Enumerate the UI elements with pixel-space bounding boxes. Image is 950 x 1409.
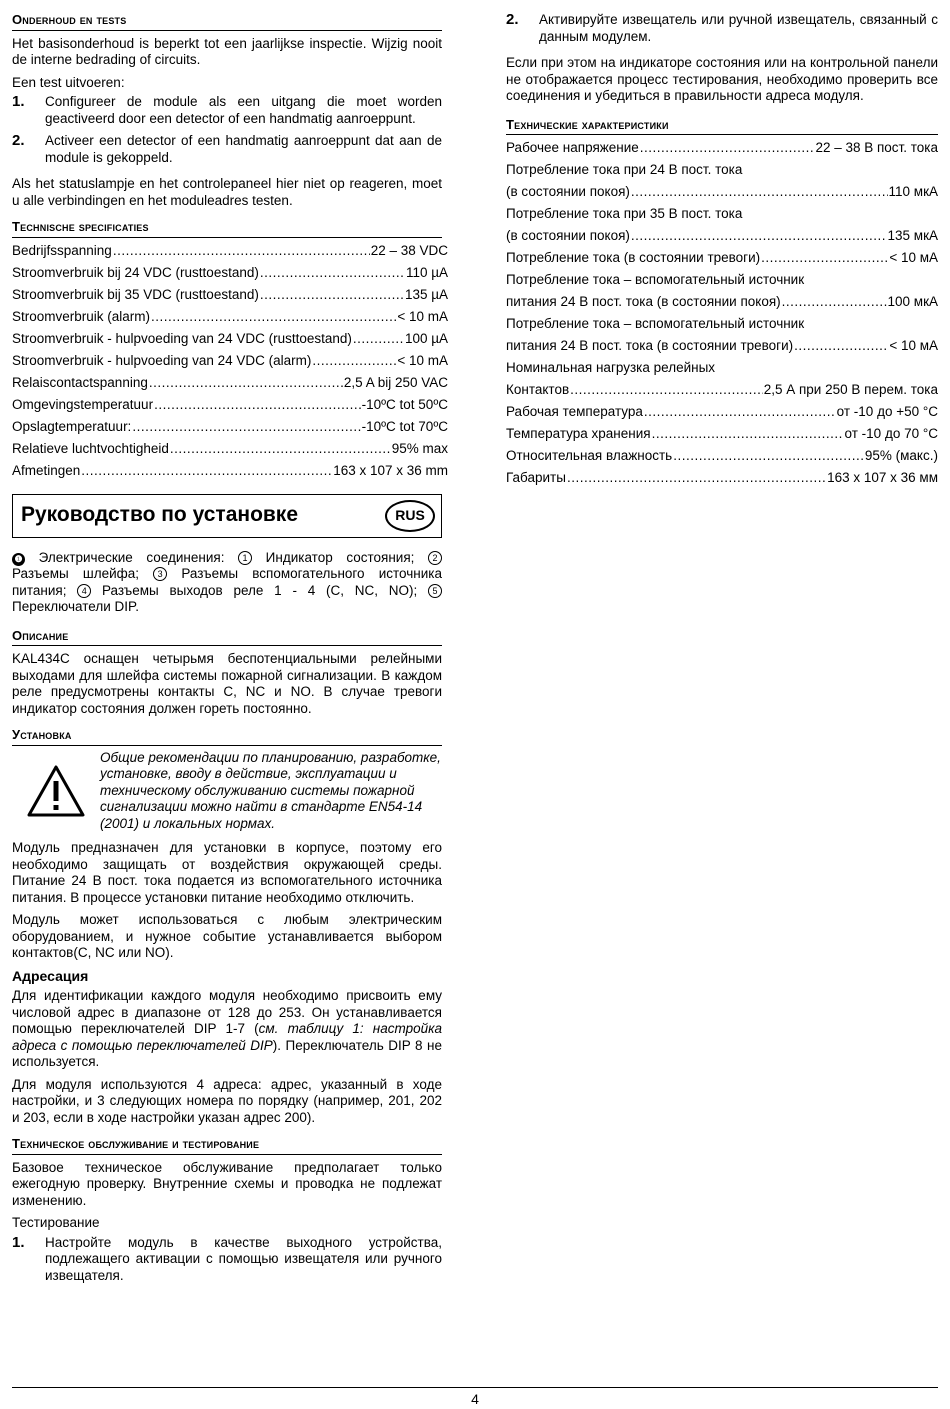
left-column xyxy=(12,12,448,1290)
dot-leader xyxy=(631,181,888,203)
dot-leader xyxy=(154,394,361,416)
spec-label: Потребление тока – вспомогательный источник xyxy=(506,316,805,331)
figure-marker-icon: ❶ xyxy=(12,553,25,566)
ru-addressing-text-2: Для модуля используются 4 адреса: адрес, указанный в ходе настройки, и 3 следующих номера по порядку (например, 201, 202 и 203, если в ходе настройки указан адрес 200). xyxy=(12,1076,442,1125)
spec-row xyxy=(506,401,938,423)
spec-value: < 10 mA xyxy=(397,352,448,368)
spec-label: (в состоянии покоя) xyxy=(506,184,630,199)
dot-leader xyxy=(353,328,404,350)
spec-value: < 10 mA xyxy=(397,308,448,324)
ru-spec-table xyxy=(506,137,938,489)
spec-value: от -10 до 70 °С xyxy=(844,426,938,441)
spec-value: 163 x 107 x 36 мм xyxy=(827,470,938,485)
nl-test-note: Als het statuslampje en het controlepaneel hier niet op reageren, moet u alle verbindingen en het moduleadres testen. xyxy=(12,176,442,208)
spec-label: Stroomverbruik bij 35 VDC (rusttoestand) xyxy=(12,286,259,302)
ru-spec-heading: Технические характеристики xyxy=(506,117,938,136)
spec-label: Afmetingen xyxy=(12,462,81,478)
ru-description-text: KAL434C оснащен четырьмя беспотенциальными релейными выходами для шлейфа системы пожарной сигнализации. В каждом реле предусмотрены контакты C, NC и NO. В случае тревоги индикатор состояния должен гореть постоянно. xyxy=(12,651,442,716)
spec-row xyxy=(12,262,448,284)
ru-step-number: 1. xyxy=(12,1233,25,1251)
spec-row xyxy=(506,423,938,445)
spec-value: 163 x 107 x 36 mm xyxy=(333,462,448,478)
nl-maintenance-text: Het basisonderhoud is beperkt tot een jaarlijkse inspectie. Wijzig nooit de interne bedrading of circuits. xyxy=(12,35,442,67)
ru-step-1 xyxy=(12,1235,442,1285)
dot-leader xyxy=(151,306,396,328)
nl-step-1 xyxy=(12,94,442,127)
page-number: 4 xyxy=(471,1391,479,1407)
dot-leader xyxy=(644,401,836,423)
ru-addressing-text xyxy=(12,988,442,1071)
spec-row xyxy=(12,460,448,482)
spec-value: 95% (макс.) xyxy=(864,448,938,463)
item-number-icon: 4 xyxy=(77,584,91,598)
spec-row xyxy=(506,181,938,203)
ru-warning-text: Общие рекомендации по планированию, разработке, установке, вводу в действие, эксплуатации и техническому обслуживанию системы пожарной сигнализации можно найти в стандарте EN54-14 (2001) и локальных нормах. xyxy=(100,749,441,831)
spec-value: -10ºC tot 50ºC xyxy=(361,396,448,412)
spec-value: 22 – 38 В пост. тока xyxy=(815,140,938,155)
spec-label: Bedrijfsspanning xyxy=(12,242,112,258)
right-column xyxy=(506,12,938,489)
warning-triangle-icon xyxy=(12,750,100,833)
spec-label: Потребление тока (в состоянии тревоги) xyxy=(506,250,761,265)
spec-value: 100 мкА xyxy=(887,294,938,309)
ru-install-text-1: Модуль предназначен для установки в корпусе, поэтому его необходимо защищать от воздействия окружающей среды. Питание 24 В пост. тока подается из вспомогательного источника питания. В процессе установки питание необходимо отключить. xyxy=(12,840,442,905)
dot-leader xyxy=(631,225,887,247)
ru-maintenance-heading: Техническое обслуживание и тестирование xyxy=(12,1136,442,1155)
ru-install-heading: Установка xyxy=(12,727,442,746)
dot-leader xyxy=(260,284,404,306)
nl-step-number: 2. xyxy=(12,132,25,149)
spec-value: 2,5 А при 250 В перем. тока xyxy=(763,382,938,397)
dot-leader xyxy=(570,379,763,401)
spec-label: Потребление тока при 24 В пост. тока xyxy=(506,162,743,177)
spec-row xyxy=(506,445,938,467)
spec-label: Stroomverbruik - hulpvoeding van 24 VDC (rusttoestand) xyxy=(12,330,352,346)
spec-value: 135 мкА xyxy=(887,228,938,243)
nl-maintenance-heading: Onderhoud en tests xyxy=(12,12,442,31)
dot-leader xyxy=(761,247,888,269)
dot-leader xyxy=(794,335,888,357)
dot-leader xyxy=(567,467,826,489)
nl-step-2 xyxy=(12,133,442,166)
connections-text: Разъемы вспомогательного источника питания; xyxy=(12,566,442,598)
install-guide-title: Руководство по установке xyxy=(21,503,298,527)
spec-label: Потребление тока – вспомогательный источник xyxy=(506,272,805,287)
spec-value: 110 µA xyxy=(405,264,448,280)
spec-value: -10ºC tot 70ºC xyxy=(361,418,448,434)
spec-row xyxy=(12,284,448,306)
connections-text: Разъемы выходов реле 1 - 4 (C, NC, NO); xyxy=(91,582,428,598)
spec-label: Контактов xyxy=(506,382,570,397)
spec-label: Relatieve luchtvochtigheid xyxy=(12,440,169,456)
spec-row xyxy=(12,350,448,372)
spec-label: Opslagtemperatuur: xyxy=(12,418,132,434)
ru-description-heading: Описание xyxy=(12,628,442,647)
ru-maintenance-text: Базовое техническое обслуживание предполагает только ежегодную проверку. Внутренние схемы и проводка не подлежат изменению. xyxy=(12,1159,442,1208)
nl-spec-table xyxy=(12,240,448,482)
dot-leader xyxy=(673,445,864,467)
dot-leader xyxy=(113,240,370,262)
spec-row xyxy=(506,247,938,269)
spec-label: питания 24 В пост. тока (в состоянии покоя) xyxy=(506,294,781,309)
spec-label: Omgevingstemperatuur xyxy=(12,396,154,412)
spec-row xyxy=(506,335,938,357)
ru-step-2 xyxy=(506,12,938,45)
dot-leader xyxy=(149,372,343,394)
spec-row xyxy=(506,225,938,247)
nl-spec-heading: Technische specificaties xyxy=(12,219,442,238)
table-reference: см. таблицу 1: настройка адреса с помощью переключателей DIP xyxy=(12,1021,442,1053)
item-number-icon: 5 xyxy=(428,584,442,598)
connections-text: Индикатор состояния; xyxy=(252,549,428,565)
ru-step-text: Активируйте извещатель или ручной извещатель, связанный с данным модулем. xyxy=(539,12,938,44)
addressing-text-part: ). Переключатель DIP 8 не используется. xyxy=(12,1037,442,1069)
install-guide-title-box xyxy=(12,494,442,538)
item-number-icon: 1 xyxy=(238,551,252,565)
spec-row xyxy=(12,328,448,350)
ru-step-text: Настройте модуль в качестве выходного устройства, подлежащего активации с помощью извещателя или ручного извещателя. xyxy=(45,1234,442,1283)
ru-step-number: 2. xyxy=(506,11,519,28)
nl-step-number: 1. xyxy=(12,93,25,110)
dot-leader xyxy=(81,460,332,482)
dot-leader xyxy=(640,137,815,159)
spec-label: Относительная влажность xyxy=(506,448,673,463)
spec-value: < 10 мА xyxy=(889,338,938,353)
spec-row xyxy=(506,379,938,401)
spec-label: Relaiscontactspanning xyxy=(12,374,148,390)
ru-test-intro: Тестирование xyxy=(12,1215,100,1230)
dot-leader xyxy=(170,438,391,460)
connections-text: Разъемы шлейфа; xyxy=(12,566,154,581)
dot-leader xyxy=(782,291,887,313)
spec-label: Номинальная нагрузка релейных xyxy=(506,360,716,375)
spec-value: 135 µA xyxy=(404,286,448,302)
spec-value: 110 мкА xyxy=(888,184,938,199)
nl-step-text: Configureer de module als een uitgang die moet worden geactiveerd door een detector of een handmatig aanroeppunt. xyxy=(45,94,442,126)
spec-row xyxy=(506,467,938,489)
connections-text: Электрические соединения: xyxy=(25,549,239,565)
spec-label: Температура хранения xyxy=(506,426,651,441)
dot-leader xyxy=(132,416,360,438)
spec-value: от -10 до +50 °С xyxy=(836,404,938,419)
spec-row xyxy=(506,137,938,159)
language-badge: RUS xyxy=(385,500,435,532)
nl-step-text: Activeer een detector of een handmatig aanroeppunt dat aan de module is gekoppeld. xyxy=(45,133,442,165)
spec-row xyxy=(12,416,448,438)
spec-row xyxy=(12,372,448,394)
spec-label: Габариты xyxy=(506,470,566,485)
spec-value: 22 – 38 VDC xyxy=(370,242,448,258)
ru-addressing-heading: Адресация xyxy=(12,967,89,984)
spec-row xyxy=(12,240,448,262)
spec-value: < 10 мА xyxy=(889,250,938,265)
ru-connections xyxy=(12,550,442,616)
item-number-icon: 3 xyxy=(153,567,167,581)
spec-value: 95% max xyxy=(391,440,448,456)
spec-row xyxy=(506,291,938,313)
spec-row xyxy=(12,306,448,328)
dot-leader xyxy=(312,350,396,372)
ru-warning-block xyxy=(12,750,442,833)
spec-row xyxy=(12,438,448,460)
dot-leader xyxy=(652,423,844,445)
spec-label: Рабочая температура xyxy=(506,404,643,419)
spec-row xyxy=(12,394,448,416)
dot-leader xyxy=(260,262,405,284)
spec-label: Рабочее напряжение xyxy=(506,140,639,155)
spec-label: Stroomverbruik (alarm) xyxy=(12,308,151,324)
spec-label: Stroomverbruik bij 24 VDC (rusttoestand) xyxy=(12,264,259,280)
item-number-icon: 2 xyxy=(428,551,442,565)
spec-value: 2,5 A bij 250 VAC xyxy=(343,374,448,390)
footer-rule xyxy=(12,1387,938,1388)
ru-install-text-2: Модуль может использоваться с любым электрическим оборудованием, и нужное событие устанавливается выбором контактов(C, NC или NO). xyxy=(12,912,442,960)
addressing-text-part: Для идентификации каждого модуля необходимо присвоить ему числовой адрес в диапазоне от 128 до 253. Он устанавливается помощью переключателей DIP 1-7 ( xyxy=(12,988,442,1036)
spec-label: Stroomverbruik - hulpvoeding van 24 VDC (alarm) xyxy=(12,352,312,368)
spec-value: 100 µA xyxy=(404,330,448,346)
spec-label: (в состоянии покоя) xyxy=(506,228,630,243)
nl-test-intro: Een test uitvoeren: xyxy=(12,74,125,90)
ru-test-note: Если при этом на индикаторе состояния или на контрольной панели не отображается процесс тестирования, необходимо проверить все соединения и убедиться в правильности адреса модуля. xyxy=(506,55,938,103)
connections-text: Переключатели DIP. xyxy=(12,599,140,614)
spec-label: Потребление тока при 35 В пост. тока xyxy=(506,206,743,221)
spec-label: питания 24 В пост. тока (в состоянии тревоги) xyxy=(506,338,794,353)
